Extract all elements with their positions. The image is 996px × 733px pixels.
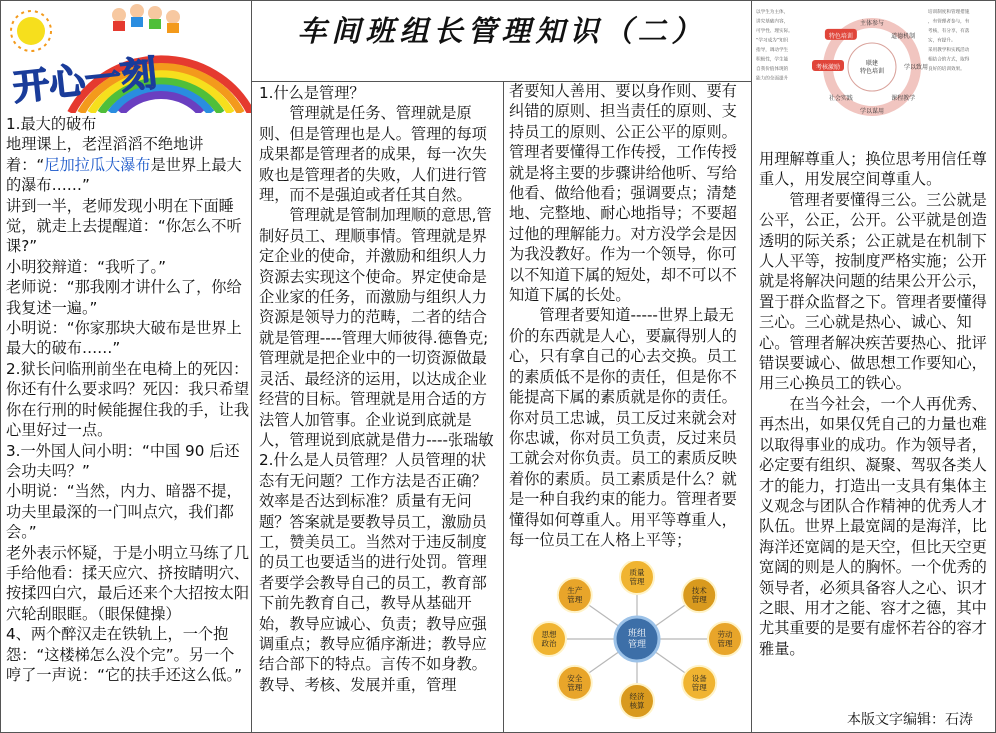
section-1-heading: 1.什么是管理？ — [259, 84, 365, 102]
training-left-text — [756, 8, 793, 82]
paragraph: 管理就是任务、管理就是原则、但是管理也是人。管理的每项成果都是管理者的成果，每一次失败也是管理者的失败，人们进行管理，而不是强迫或者任其自然。 — [259, 104, 487, 205]
training-center-text: 联建特色培训 — [859, 60, 885, 75]
column-management-3 — [751, 0, 996, 733]
training-node-label: 课程教学 — [891, 95, 916, 103]
sun-icon — [11, 11, 51, 51]
section-2-paragraph: 2.什么是人员管理？人员管理的状态有无问题？工作方法是否正确？效率是否达到标准？质量有无问题？答案就是要教导员工，激励员工，赞美员工。当然对于违反制度的员工也要适当的进行处罚。管理者要学会教导自己的员工，教育部下前先教育自己，教导从基础开始，教导应诚心、负责；教导应强调重点；教导应循序渐进；教导应结合部下的特点。言传不如身教。教导、考核、发展并重，管理 — [259, 451, 487, 694]
training-left-line: 讲究基础内容， — [756, 19, 789, 25]
training-right-line: 考核，有分享，有落 — [928, 29, 970, 34]
training-node-label: 主体参与 — [859, 20, 885, 27]
diagram-center-text: 班组管理 — [627, 629, 647, 650]
diagram-node-label: 设备管理 — [691, 673, 707, 692]
training-node-label: 特色培训 — [828, 32, 853, 40]
joke-1-text-a: 地理课上，老涅滔滔不绝地讲着：“ — [6, 135, 204, 174]
diagram-node-label: 安全管理 — [567, 673, 583, 692]
diagram-node-label: 质量管理 — [629, 568, 645, 586]
training-node-label: 社会实践 — [828, 95, 853, 103]
training-node-label: 学以致用 — [903, 64, 929, 71]
training-left-line: 自我价值体现的 — [756, 67, 789, 72]
paragraph: 者要知人善用、要以身作则、要有纠错的原则、担当责任的原则、支持员工的原则、公正公平的原则。管理者要懂得工作传授，工作传授就是将主要的步骤讲给他听、写给他看、做给他看；强调要点；清楚地、完整地、耐心地指导；不要超过他的理解能力。对方没学会是因为我没教好。作为一个领导，你可以不知道下属的短处，却不可以不知道下属的长处。 — [509, 82, 737, 305]
joke-1-text-c: 是世界上最大的瀑布……” — [6, 155, 242, 195]
joke-2: 2.狱长问临刑前坐在电椅上的死囚：你还有什么要求吗？死囚：我只希望你在行刑的时候能握住我的手，让我心里好过一点。 — [6, 359, 249, 440]
joke-3-line-1: 3.一外国人问小明：“中国 90 后还会功夫吗？” — [6, 441, 240, 480]
training-left-line: “学习成为”知识 — [756, 38, 789, 44]
team-management-diagram — [509, 561, 749, 731]
training-right-line: 培训制度和管理措施 — [928, 10, 970, 15]
logo-text: 开心一刻 — [11, 53, 159, 109]
training-right-line: 良好的培训效果。 — [928, 67, 965, 72]
diagram-node-label: 劳动管理 — [717, 630, 733, 648]
paragraph: 管理者要知道-----世界上最无价的东西就是人心，要赢得别人的心，只有拿自己的心去交换。员工的素质低不是你的责任，但是你不能提高下属的素质就是你的责任。你对员工忠诚，员工反过来就会对你忠诚，你对员工负责，反过来员工就会对你负责。员工的素质反映着你的素质。员工素质是什么？就是一种自我约束的能力。管理者要懂得如何尊重人。用平等尊重人，每一位员工在人格上平等； — [509, 306, 737, 549]
joke-1-line-3: 小明狡辩道：“我听了。” — [6, 257, 167, 276]
diagram-node-label: 经济核算 — [629, 692, 645, 710]
diagram-node-label: 技术管理 — [691, 586, 707, 605]
training-diagram — [752, 1, 996, 144]
management-text-1 — [259, 83, 499, 695]
kids-illustration-icon — [112, 4, 180, 33]
training-node-label: 学以谋用 — [859, 108, 885, 115]
header — [251, 0, 752, 82]
joke-1-highlight: 尼加拉瓜大瀑布 — [44, 155, 151, 174]
management-text-2 — [509, 81, 749, 550]
training-right-text — [928, 8, 970, 72]
training-left-line: 可学性、理实际。 — [756, 29, 793, 34]
training-node-label: 道德机制 — [891, 32, 916, 40]
page-title: 车间班组长管理知识（二） — [297, 14, 706, 48]
paragraph: 在当今社会，一个人再优秀、再杰出，如果仅凭自己的力量也难以取得事业的成功。作为领导者，必定要有组织、凝聚、驾驭各类人才的能力，打造出一支具有集体主义观念与团队合作精神的优秀人才队伍。世界上最宽阔的是海洋，比海洋还宽阔的是天空，但比天空更宽阔的则是人的胸怀。一个优秀的领导者，必须具备容人之心、识才之眼、用才之能、容才之德，其中尤其重要的是要有虚怀若谷的容才雅量。 — [759, 394, 987, 658]
column-management-2 — [503, 0, 752, 733]
column-jokes — [0, 0, 252, 733]
editor-credit: 本版文字编辑：石涛 — [847, 712, 973, 728]
joke-1-line-5: 小明说：“你家那块大破布是世界上最大的破布……” — [6, 319, 242, 358]
training-right-line: ，有管理者参与，有 — [928, 19, 970, 25]
training-left-line: 积极性，学生能 — [756, 57, 789, 63]
training-right-line: 实，有提升。 — [928, 38, 956, 44]
logo-rainbow-image — [1, 1, 252, 113]
joke-4: 4、两个醉汉走在铁轨上，一个抱怨：“这楼梯怎么没个完”。另一个哼了一声说：“它的扶手还这么低。” — [6, 625, 242, 684]
training-right-line: 相结合的方式，取得 — [928, 57, 970, 63]
jokes-text — [6, 114, 249, 685]
diagram-node-label: 生产管理 — [567, 586, 583, 605]
training-center-circle — [848, 43, 896, 91]
training-left-line: 以学生为主体， — [756, 10, 789, 15]
column-management-1 — [251, 0, 504, 733]
training-right-line: 采用教学和实践活动 — [928, 48, 970, 53]
joke-1-line-4: 老师说：“那我刚才讲什么了，你给我复述一遍。” — [6, 278, 242, 317]
joke-3-line-2: 小明说：“当然，内力、暗器不提，功夫里最深的一门叫点穴，我们都会。” — [6, 482, 242, 542]
joke-1-line-1 — [6, 134, 249, 195]
management-text-3 — [759, 149, 993, 659]
joke-1-title: 1.最大的破布 — [6, 115, 97, 133]
diagram-center-circle — [615, 617, 659, 661]
paragraph: 管理就是管制加理顺的意思,管制好员工、理顺事情。管理就是界定企业的使命，并激励和组织人力资源去实现这个使命。界定使命是企业家的任务，而激励与组织人力资源是领导力的范畴，二者的结合就是管理----管理大师彼得.德鲁克;管理就是把企业中的一切资源做最灵活、最经济的运用，以达成企业经营的目标。管理就是用合适的方法管人加管事。企业说到底就是人，管理说到底就是借力----张瑞敏 — [259, 206, 494, 449]
paragraph: 管理者要懂得三公。三公就是公平，公正，公开。公平就是创造透明的际关系；公正就是在机制下人人平等，按制度严格实施；公开就是将解决问题的结果公开公示，置于群众监督之下。管理者要懂得三心。三心就是热心、诚心、知心。管理者解决疾苦要热心、批评错误要诚心、做思想工作要知心，用三心换员工的铁心。 — [759, 190, 987, 393]
training-left-line: 指导，调动学生 — [756, 48, 789, 53]
joke-3-line-3: 老外表示怀疑，于是小明立马练了几手给他看：揉天应穴、挤按睛明穴、按揉四白穴，最后还来个大招按太阳穴轮刮眼眶。（眼保健操） — [6, 543, 249, 623]
joke-1-line-2: 讲到一半，老师发现小明在下面睡觉，就走上去提醒道：“你怎么不听课?” — [6, 196, 242, 256]
diagram-node-label: 思想政治 — [541, 630, 557, 648]
training-left-line: 能力的全面提升 — [756, 76, 789, 82]
training-node-label: 考核激励 — [815, 64, 841, 71]
paragraph: 用理解尊重人；换位思考用信任尊重人，用发展空间尊重人。 — [759, 150, 987, 189]
